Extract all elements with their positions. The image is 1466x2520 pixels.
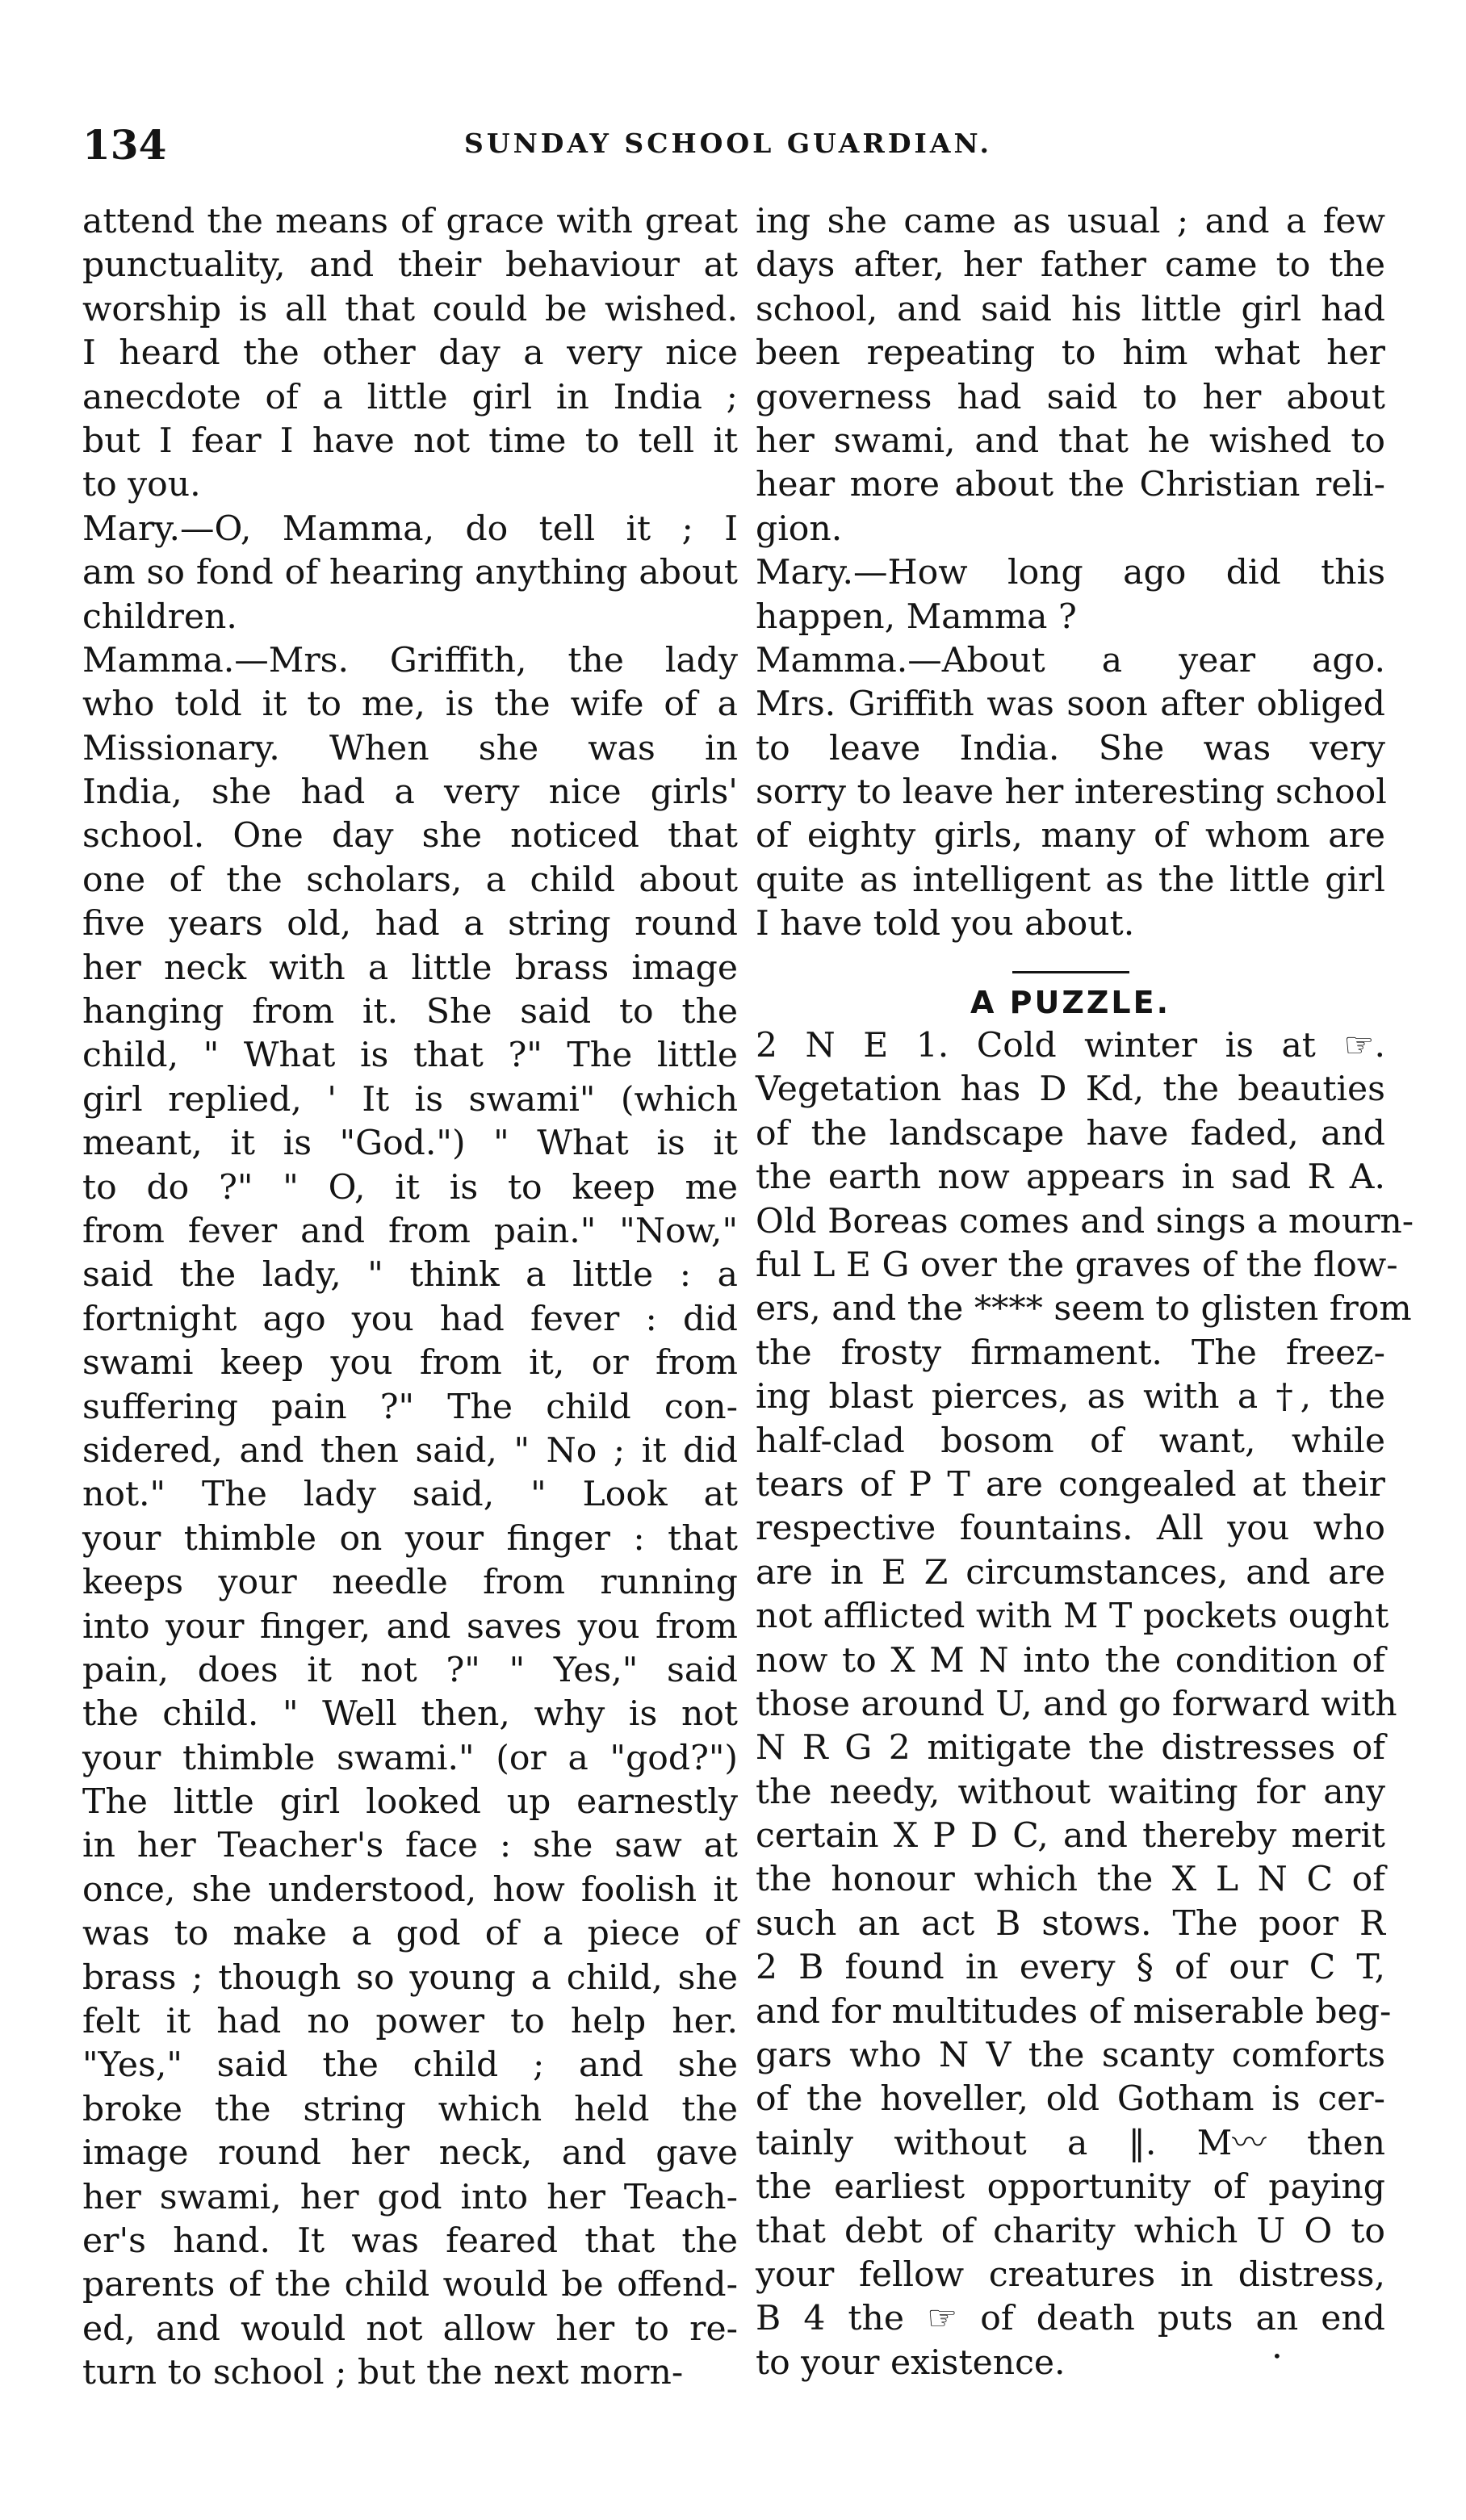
text-line: your thimble on your finger : that xyxy=(82,1518,738,1559)
text-line: gars who N V the scanty comforts xyxy=(756,2036,1385,2076)
text-line: not afflicted with M T pockets ought xyxy=(756,1597,1389,1637)
text-line: of the hoveller, old Gotham is cer- xyxy=(756,2079,1385,2120)
text-line: I heard the other day a very nice xyxy=(82,333,738,374)
text-line: N R G 2 mitigate the distresses of xyxy=(756,1728,1385,1769)
text-line: the frosty firmament. The freez- xyxy=(756,1333,1385,1373)
text-line: certain X P D C, and thereby merit xyxy=(756,1816,1385,1857)
right-column xyxy=(756,200,1414,2385)
text-line: hear more about the Christian reli- xyxy=(756,465,1385,505)
text-line: who told it to me, is the wife of a xyxy=(82,684,738,725)
text-line: her neck with a little brass image xyxy=(82,948,738,988)
text-line: in her Teacher's face : she saw at xyxy=(82,1826,738,1866)
text-line: to do ?" " O, it is to keep me xyxy=(82,1167,738,1208)
text-line: school. One day she noticed that xyxy=(82,816,738,856)
text-line: five years old, had a string round xyxy=(82,904,738,944)
page-number: 134 xyxy=(82,121,167,169)
text-line: are in E Z circumstances, and are xyxy=(756,1552,1385,1593)
text-line: 2 B found in every § of our C T, xyxy=(756,1948,1385,1988)
text-line: "Yes," said the child ; and she xyxy=(82,2045,738,2086)
running-title: SUNDAY SCHOOL GUARDIAN. xyxy=(463,128,993,159)
text-line: her swami, her god into her Teach- xyxy=(82,2177,738,2217)
text-line: B 4 the ☞ of death puts an end xyxy=(756,2299,1385,2339)
text-line: now to X M N into the condition of xyxy=(756,1640,1385,1681)
text-line: to your existence. xyxy=(756,2342,1066,2383)
text-line: anecdote of a little girl in India ; xyxy=(82,377,738,417)
text-line: fortnight ago you had fever : did xyxy=(82,1299,738,1339)
text-line: I have told you about. xyxy=(756,904,1135,944)
text-line: school, and said his little girl had xyxy=(756,289,1385,329)
text-line: said the lady, " think a little : a xyxy=(82,1255,738,1296)
text-line: your thimble swami." (or a "god?") xyxy=(82,1738,738,1778)
text-line: tears of P T are congealed at their xyxy=(756,1464,1385,1505)
text-line: worship is all that could be wished. xyxy=(82,289,738,329)
text-line: of eighty girls, many of whom are xyxy=(756,816,1385,856)
text-line: children. xyxy=(82,597,237,637)
text-line: your fellow creatures in distress, xyxy=(756,2254,1385,2295)
text-line: of the landscape have faded, and xyxy=(756,1113,1385,1153)
text-line: punctuality, and their behaviour at xyxy=(82,245,738,286)
text-line: ed, and would not allow her to re- xyxy=(82,2309,738,2349)
text-line: turn to school ; but the next morn- xyxy=(82,2353,684,2393)
text-line: keeps your needle from running xyxy=(82,1563,738,1603)
text-line: to leave India. She was very xyxy=(756,728,1385,768)
text-line: swami keep you from it, or from xyxy=(82,1343,738,1383)
text-line: from fever and from pain." "Now," xyxy=(82,1211,738,1251)
text-line: the earliest opportunity of paying xyxy=(756,2167,1385,2208)
text-line: Missionary. When she was in xyxy=(82,728,738,768)
text-line: happen, Mamma ? xyxy=(756,597,1077,637)
text-line: tainly without a ‖. M〰 then xyxy=(756,2123,1385,2163)
text-line: not." The lady said, " Look at xyxy=(82,1475,738,1515)
text-line: felt it had no power to help her. xyxy=(82,2002,738,2042)
text-line: those around U, and go forward with xyxy=(756,1684,1397,1724)
text-line: image round her neck, and gave xyxy=(82,2133,738,2174)
text-line: suffering pain ?" The child con- xyxy=(82,1387,738,1427)
text-line: into your finger, and saves you from xyxy=(82,1606,738,1647)
text-line: once, she understood, how foolish it xyxy=(82,1869,738,1910)
text-line: brass ; though so young a child, she xyxy=(82,1957,738,1998)
text-line: the needy, without waiting for any xyxy=(756,1772,1385,1812)
text-line: the honour which the X L N C of xyxy=(756,1860,1385,1900)
divider-rule xyxy=(1012,971,1129,973)
text-line: meant, it is "God.") " What is it xyxy=(82,1124,738,1164)
text-line: 2 N E 1. Cold winter is at ☞. xyxy=(756,1026,1385,1066)
text-line: that debt of charity which U O to xyxy=(756,2211,1385,2251)
text-line: hanging from it. She said to the xyxy=(82,992,738,1032)
text-line: broke the string which held the xyxy=(82,2089,738,2129)
text-line: to you. xyxy=(82,465,201,505)
section-spacer xyxy=(756,947,1385,965)
text-line: The little girl looked up earnestly xyxy=(82,1782,738,1823)
text-line: attend the means of grace with great xyxy=(82,202,738,241)
text-line: such an act B stows. The poor R xyxy=(756,1903,1385,1944)
text-line: but I fear I have not time to tell it xyxy=(82,421,738,461)
text-line: been repeating to him what her xyxy=(756,333,1385,374)
text-line: Mamma.—About a year ago. xyxy=(756,640,1385,680)
left-column xyxy=(82,200,738,2396)
footer-mark: • xyxy=(1272,2346,1282,2366)
text-line: her swami, and that he wished to xyxy=(756,421,1385,461)
text-line: was to make a god of a piece of xyxy=(82,1914,738,1954)
text-line: Mamma.—Mrs. Griffith, the lady xyxy=(82,640,738,680)
text-line: Mrs. Griffith was soon after obliged xyxy=(756,684,1385,725)
text-line: half-clad bosom of want, while xyxy=(756,1421,1385,1461)
text-line: girl replied, ' It is swami" (which xyxy=(82,1079,738,1120)
text-line: pain, does it not ?" " Yes," said xyxy=(82,1650,738,1690)
text-line: Old Boreas comes and sings a mourn- xyxy=(756,1201,1414,1241)
text-line: respective fountains. All you who xyxy=(756,1509,1385,1549)
section-divider xyxy=(756,965,1385,981)
text-line: governess had said to her about xyxy=(756,377,1385,417)
text-line: one of the scholars, a child about xyxy=(82,860,738,900)
text-line: ing blast pierces, as with a †, the xyxy=(756,1377,1385,1417)
text-line: India, she had a very nice girls' xyxy=(82,772,738,813)
text-line: er's hand. It was feared that the xyxy=(82,2221,738,2261)
text-line: quite as intelligent as the little girl xyxy=(756,860,1385,900)
text-line: am so fond of hearing anything about xyxy=(82,553,738,593)
page-header xyxy=(82,121,1374,178)
text-line: Mary.—O, Mamma, do tell it ; I xyxy=(82,509,738,549)
text-line: days after, her father came to the xyxy=(756,245,1385,286)
puzzle-title: A PUZZLE. xyxy=(970,984,1171,1020)
text-line: the child. " Well then, why is not xyxy=(82,1694,738,1735)
text-line: ing she came as usual ; and a few xyxy=(756,202,1385,241)
text-line: and for multitudes of miserable beg- xyxy=(756,1991,1392,2032)
text-line: ful L E G over the graves of the flow- xyxy=(756,1245,1398,1285)
text-line: gion. xyxy=(756,509,843,549)
text-line: sidered, and then said, " No ; it did xyxy=(82,1430,738,1471)
text-line: sorry to leave her interesting school xyxy=(756,772,1387,813)
text-line: child, " What is that ?" The little xyxy=(82,1036,738,1076)
text-line: ers, and the **** seem to glisten from xyxy=(756,1289,1412,1329)
text-line: Mary.—How long ago did this xyxy=(756,553,1385,593)
text-line: Vegetation has D Kd, the beauties xyxy=(756,1070,1385,1110)
text-line: the earth now appears in sad R A. xyxy=(756,1157,1385,1198)
text-line: parents of the child would be offend- xyxy=(82,2265,738,2305)
